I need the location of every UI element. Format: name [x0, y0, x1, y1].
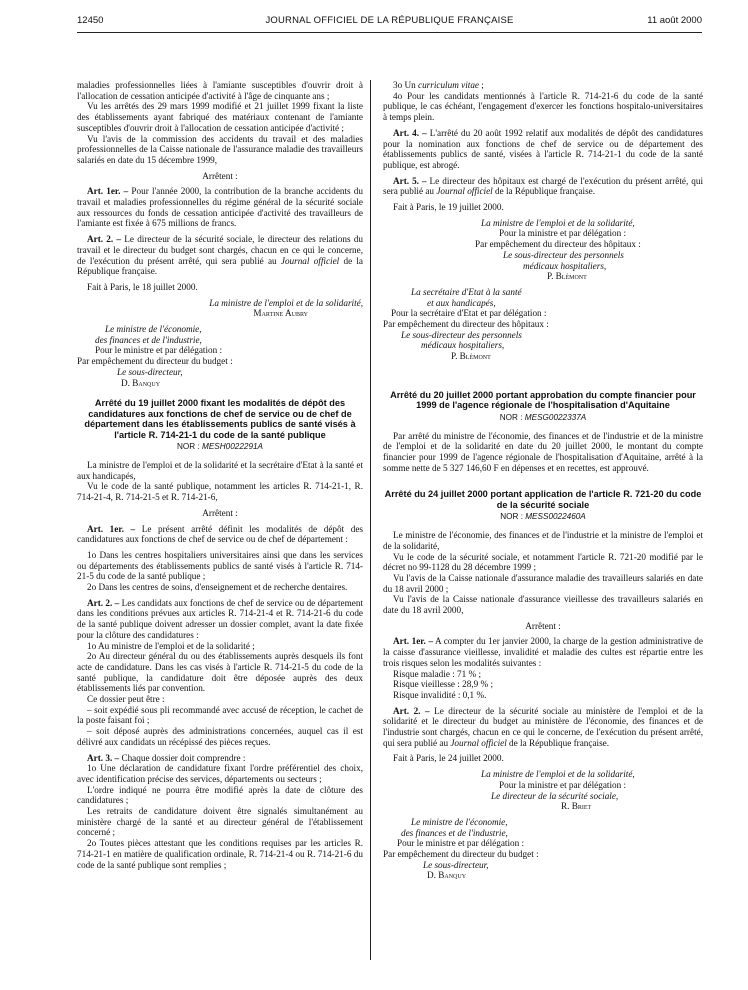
article-label: Art. 1er. – [393, 636, 433, 647]
arretent-heading: Arrêtent : [202, 170, 238, 181]
header-rule [77, 32, 702, 33]
signature-line: La ministre de l'emploi et de la solidarité, [209, 297, 363, 308]
signatory-name: D. Banquy [121, 377, 161, 388]
signature-line: Le sous-directeur, [117, 366, 183, 377]
arretent-heading: Arrêtent : [202, 507, 238, 518]
signature-block [383, 287, 703, 362]
nor-code: MESS0022460A [525, 512, 586, 522]
signature-line: médicaux hospitaliers, [523, 260, 607, 271]
signature-line: La ministre de l'emploi et de la solidarité, [481, 769, 635, 780]
article-text: Le directeur de la sécurité sociale, le directeur des relations du travail et le directeur du budget sont chargés, chacun en ce qui le concerne, de l'exécution du présent arrêté, qui sera publié au [77, 234, 364, 266]
signature-line: médicaux hospitaliers, [421, 340, 505, 351]
journal-reference: Journal officiel [280, 255, 340, 266]
article [383, 706, 703, 749]
signature-block [383, 769, 703, 812]
decree-title: Arrêté du 24 juillet 2000 portant application de l'article R. 721-20 du code de la sécurité sociale [384, 489, 702, 510]
curriculum-term: curriculum vitae [418, 80, 479, 90]
article-label: Art. 4. – [393, 127, 427, 138]
list-item: Risque invalidité : 0,1 %. [393, 689, 487, 700]
article-text: Pour l'année 2000, la contribution de la branche accidents du travail et maladies professionnelles du régime général de la sécurité sociale aux ressources du fonds de cessation anticipée d'activité des travailleurs de l'amiante est fixée à 675 millions de francs. [77, 186, 363, 229]
nor-label: NOR : [499, 412, 523, 422]
signature-line: Par empêchement du directeur du budget : [383, 849, 539, 860]
list-item: Ce dossier peut être : [87, 694, 165, 705]
list-item: 2o Dans les centres de soins, d'enseignement et de recherche dentaires. [87, 582, 348, 593]
paragraph: maladies professionnelles liées à l'amiante susceptibles d'ouvrir droit à l'allocation de cessation anticipée d'activité à l'âge de cinquante ans ; [77, 80, 363, 101]
article-label: Art. 1er. – [87, 186, 129, 197]
article-text: L'arrêté du 20 août 1992 relatif aux modalités de dépôt des candidatures pour la nomination aux fonctions de chef de service ou de département des établissements publics de santé, visées à l'article R. 714-21-1 du code de la santé publique, est abrogé. [383, 127, 703, 170]
article [383, 636, 703, 668]
signature-line: des finances et de l'industrie, [95, 334, 202, 345]
signature-line: des finances et de l'industrie, [401, 827, 508, 838]
list-item: 1o Au ministre de l'emploi et de la solidarité ; [87, 640, 255, 651]
article [77, 598, 363, 641]
left-column [77, 80, 363, 870]
paragraph: Vu l'avis de la commission des accidents du travail et des maladies professionnelles de la Caisse nationale de l'assurance maladie des travailleurs salariés en date du 15 décembre 1999, [77, 133, 363, 165]
signature-block [383, 218, 703, 282]
article-label: Art. 2. – [393, 705, 430, 716]
signature-line: Le sous-directeur des personnels [503, 249, 624, 260]
signature-line: Le ministre de l'économie, [105, 324, 202, 335]
article [77, 234, 363, 277]
article-text: de la République française. [509, 737, 610, 748]
article [383, 128, 703, 171]
signature-line: et aux handicapés, [427, 297, 496, 308]
nor-code: MESG0022337A [524, 412, 587, 422]
article-text: Le directeur des hôpitaux est chargé de l'exécution du présent arrêté, qui sera publié au [383, 175, 703, 197]
article-text: de la République française. [495, 186, 596, 197]
nor-label: NOR : [500, 512, 523, 522]
nor-label: NOR : [176, 442, 200, 452]
article [77, 753, 363, 764]
signature-line: Par empêchement du directeur des hôpitaux : [475, 239, 641, 250]
list-item: 2o Au directeur général du ou des établissements auprès desquels ils font acte de candidature. Dans les cas visés à l'article R. 714-21-5 du code de la santé publique, la candidature doit être déposée auprès des deux établissements liés par convention. [77, 651, 363, 694]
article-text: Le présent arrêté définit les modalités de dépôt des candidatures aux fonctions de chef de service ou de chef de département : [77, 523, 363, 545]
signature-date: Fait à Paris, le 24 juillet 2000. [393, 753, 504, 764]
list-item: 1o Une déclaration de candidature fixant l'ordre préférentiel des choix, avec identification précise des services, départements ou secteurs ; [77, 763, 363, 784]
paragraph: Vu le code de la santé publique, notamment les articles R. 714-21-1, R. 714-21-4, R. 714-21-5 et R. 714-21-6, [77, 481, 363, 503]
signature-line: Le sous-directeur, [423, 859, 489, 870]
article-text: de la République française. [77, 255, 364, 277]
signature-line: Le ministre de l'économie, [411, 816, 508, 827]
decree-title: Arrêté du 19 juillet 2000 fixant les modalités de dépôt des candidatures aux fonctions de chef de service ou de chef de département dans les établissements publics de santé visés à l'article R. 714-21-1 du code de la santé publique [84, 398, 356, 440]
nor-code: MESH0022291A [202, 442, 264, 452]
signatory-name: Martine Aubry [253, 308, 308, 319]
signature-line: La secrétaire d'Etat à la santé [411, 286, 522, 297]
signature-line: Le sous-directeur des personnels [401, 329, 522, 340]
signature-date: Fait à Paris, le 18 juillet 2000. [87, 281, 198, 292]
list-item: Les retraits de candidature doivent être signalés simultanément au ministère chargé de la santé et au directeur général de l'établissement concerné ; [77, 806, 363, 838]
signatory-name: D. Banquy [427, 870, 467, 881]
signature-line: Pour la secrétaire d'Etat et par délégation : [391, 308, 547, 319]
issue-date: 11 août 2000 [647, 15, 702, 26]
paragraph: La ministre de l'emploi et de la solidarité et la secrétaire d'Etat à la santé et aux handicapés, [77, 459, 363, 481]
signature-line: La ministre de l'emploi et de la solidarité, [481, 217, 635, 228]
article [77, 524, 363, 545]
decree-title: Arrêté du 20 juillet 2000 portant approbation du compte financier pour 1999 de l'agence régionale de l'hospitalisation d'Aquitaine [390, 389, 696, 411]
article-text: Chaque dossier doit comprendre : [121, 752, 246, 763]
nor-reference [383, 413, 703, 424]
article-label: Art. 2. – [87, 234, 122, 245]
item-number: 3o Un [393, 80, 416, 90]
journal-reference: Journal officiel [436, 186, 493, 197]
article-label: Art. 3. – [87, 752, 120, 763]
signature-line: Pour la ministre et par délégation : [499, 779, 627, 790]
signature-line: Pour le ministre et par délégation : [95, 345, 223, 356]
article-text: A compter du 1er janvier 2000, la charge de la gestion administrative de la caisse d'assurance vieillesse, invalidité et maladie des cultes est répartie entre les trois risques selon les modalités suivantes : [383, 636, 703, 668]
arretent-heading: Arrêtent : [525, 620, 561, 631]
paragraph: Par arrêté du ministre de l'économie, des finances et de l'industrie et de la ministre de l'emploi et de la solidarité en date du 20 juillet 2000, le montant du compte financier pour 1999 de l'agence régionale de l'hospitalisation d'Aquitaine, arrêté à la somme nette de 5 327 146,60 F en dépenses et en recettes, est approuvé. [383, 430, 703, 473]
signatory-name: P. Blémont [451, 351, 491, 362]
list-item: 1o Dans les centres hospitaliers universitaires ainsi que dans les services ou départements des établissements publics de santé visés à l'article R. 714-21-5 du code de la santé publique ; [77, 549, 363, 582]
right-column [383, 80, 703, 881]
nor-reference [77, 442, 363, 453]
signature-line: Pour le ministre et par délégation : [397, 838, 525, 849]
signature-block [77, 298, 363, 319]
paragraph: Vu le code de la sécurité sociale, et notamment l'article R. 721-20 modifié par le décret no 99-1128 du 28 décembre 1999 ; [383, 551, 703, 573]
list-item: – soit déposé auprès des administrations concernées, auquel cas il est délivré aux candidats un récépissé des pièces reçues. [77, 726, 363, 747]
list-item: 2o Toutes pièces attestant que les conditions requises par les articles R. 714-21-1 en matière de qualification ordinale, R. 714-21-4 ou R. 714-21-6 du code de la santé publique sont remplies ; [77, 838, 363, 870]
article [77, 186, 363, 229]
signature-line: Par empêchement du directeur des hôpitaux : [383, 319, 549, 330]
signatory-name: P. Blémont [547, 271, 587, 282]
list-item: – soit expédié sous pli recommandé avec accusé de réception, le cachet de la poste faisant foi ; [77, 704, 363, 726]
nor-reference [383, 512, 703, 523]
item-punctuation: ; [481, 80, 484, 90]
list-item: 4o Pour les candidats mentionnés à l'article R. 714-21-6 du code de la santé publique, le cas échéant, l'engagement d'exercer les fonctions hospitalo-universitaires à temps plein. [383, 90, 703, 123]
paragraph: Vu l'avis de la Caisse nationale d'assurance maladie des travailleurs salariés en date du 18 avril 2000 ; [383, 572, 703, 594]
paragraph: Vu les arrêtés des 29 mars 1999 modifié et 21 juillet 1999 fixant la liste des établissements ayant fabriqué des matériaux contenant de l'amiante susceptibles d'ouvrir droit à l'allocation de cessation anticipée d'activité ; [77, 101, 363, 133]
column-divider [370, 80, 371, 960]
journal-reference: Journal officiel [450, 737, 507, 748]
article-text: Les candidats aux fonctions de chef de service ou de département dans les conditions prévues aux articles R. 714-21-4 et R. 714-21-6 du code de la santé publique doivent adresser un dossier complet, avant la date fixée pour la clôture des candidatures : [77, 597, 363, 640]
signature-line: Le directeur de la sécurité sociale, [491, 790, 619, 801]
journal-title: JOURNAL OFFICIEL DE LA RÉPUBLIQUE FRANÇAISE [265, 15, 514, 26]
article [383, 176, 703, 197]
signature-line: Par empêchement du directeur du budget : [77, 356, 233, 367]
paragraph: Le ministre de l'économie, des finances et de l'industrie et la ministre de l'emploi et de la solidarité, [383, 530, 703, 551]
article-label: Art. 5. – [393, 175, 427, 186]
signatory-name: R. Briet [561, 801, 592, 812]
article-label: Art. 1er. – [87, 523, 136, 534]
page-number: 12450 [77, 15, 104, 26]
list-item [383, 80, 703, 91]
signature-block [383, 817, 703, 881]
paragraph: Vu l'avis de la Caisse nationale d'assurance vieillesse des travailleurs salariés en date du 18 avril 2000, [383, 594, 703, 616]
signature-date: Fait à Paris, le 19 juillet 2000. [393, 202, 504, 213]
list-item: Risque vieillesse : 28,9 % ; [393, 679, 494, 690]
signature-block [77, 324, 363, 388]
list-item: Risque maladie : 71 % ; [393, 668, 482, 679]
article-text: Le directeur de la sécurité sociale au ministère de l'emploi et de la solidarité et le directeur du budget au ministère de l'économie, des finances et de l'industrie sont chargés, chacun en ce qui le concerne, de l'exécution du présent arrêté, qui sera publié au [383, 705, 704, 748]
signature-line: Pour la ministre et par délégation : [499, 228, 627, 239]
page-header [77, 14, 702, 28]
article-label: Art. 2. – [87, 597, 120, 608]
list-item: L'ordre indiqué ne pourra être modifié après la date de clôture des candidatures ; [77, 784, 363, 806]
